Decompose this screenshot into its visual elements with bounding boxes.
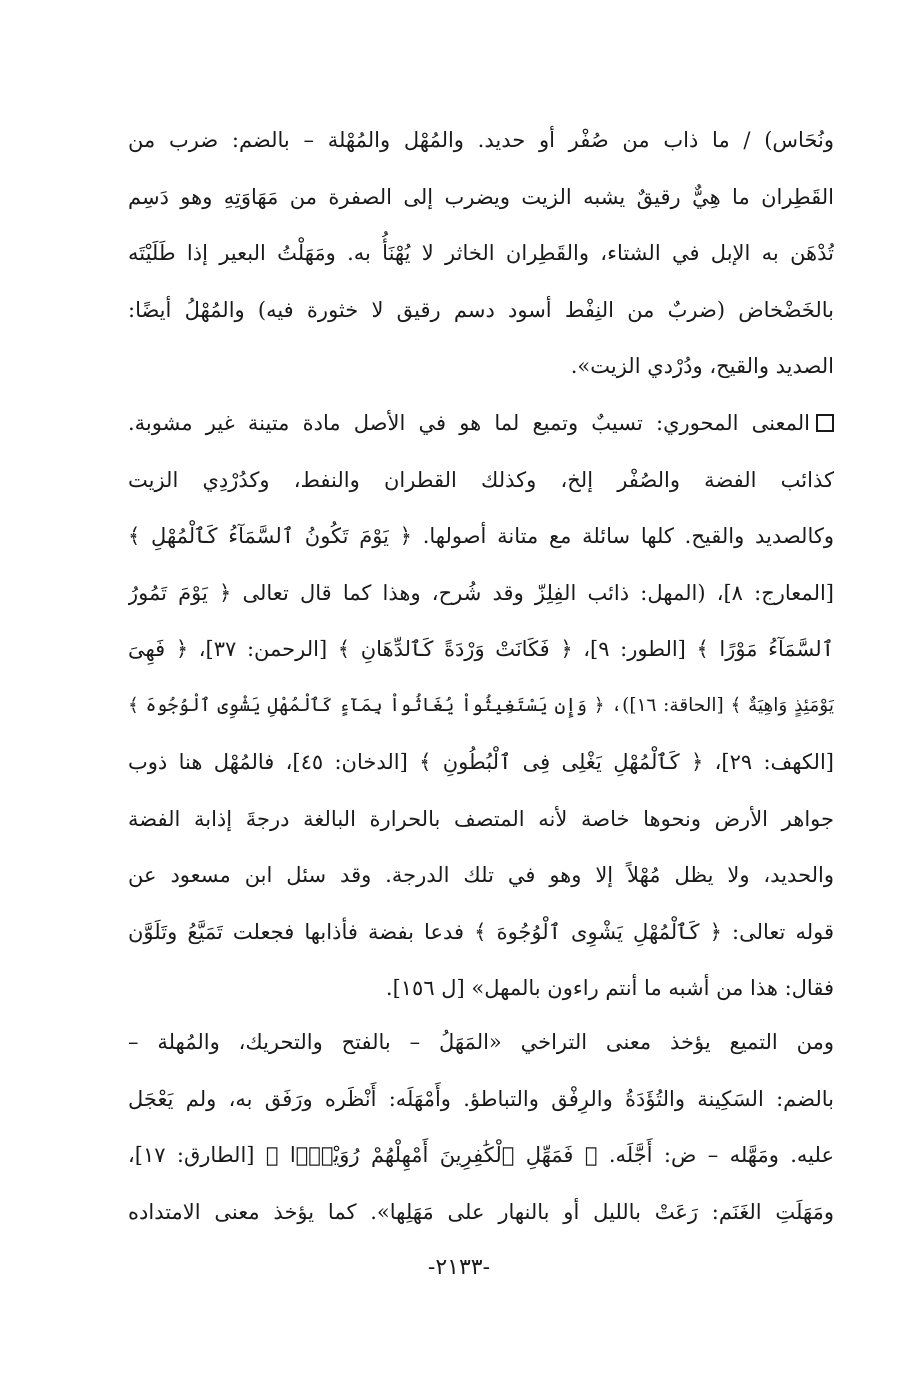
paragraph-core-meaning (128, 395, 834, 1017)
square-bullet-icon (816, 414, 834, 432)
text-line: بالخَضْخاض (ضربٌ من النِفْط أسود دسم رقيق لا خثورة فيه) والمُهْلُ أيضًا: (128, 297, 834, 322)
text-line: [الكهف: ٢٩]، ﴿ كَٱلْمُهْلِ يَغْلِى فِى ٱلْبُطُونِ ﴾ [الدخان: ٤٥]، فالمُهْل هنا ذوب (128, 750, 834, 774)
text-line: يَوْمَئِذٍ وَاهِيَةٌ ﴾ [الحاقة: ١٦])، ﴿ وَإِن يَسْتَغِيثُواْ يُغَاثُواْ بِمَآءٍ كَٱلْمُهْلِ يَشْوِى ٱلْوُجُوهَ ﴾ (128, 694, 834, 716)
paragraph-definition (128, 112, 834, 395)
text-line: قوله تعالى: ﴿ كَٱلْمُهْلِ يَشْوِى ٱلْوُجُوهَ ﴾ فدعا بفضة فأذابها فجعلت تَمَيَّعُ وتَلَوَّن (128, 919, 834, 944)
text-line: ٱلسَّمَآءُ مَوْرًا ﴾ [الطور: ٩]، ﴿ فَكَانَتْ وَرْدَةً كَٱلدِّهَانِ ﴾ [الرحمن: ٣٧]، ﴿ فَهِىَ (128, 637, 834, 661)
text-line: الصديد والقيح، ودُرْدي الزيت». (570, 354, 834, 378)
text-line: عليه. ومَهَّله – ض: أَجَّلَه. ﴿ فَمَهِّلِ ٱلْكَٰفِرِينَ أَمْهِلْهُمْ رُوَيْدًۢا ﴾ [الطارق: ١٧]، (128, 1143, 834, 1167)
text-line: ومَهَلَتِ الغَنَم: رَعَتْ بالليل أو بالنهار على مَهَلِها». كما يؤخذ معنى الامتداده (128, 1199, 834, 1224)
text-line: القَطِران ما هِيٌّ رقيقٌ يشبه الزيت ويضرب إلى الصفرة من مَهَاوَتِهِ وهو دَسِم (128, 184, 834, 209)
text-line-with-marker (128, 395, 834, 452)
page-number: -٢١٣٣- (427, 1255, 491, 1280)
text-line: تُدْهَن به الإبل في الشتاء، والقَطِران الخاثر لا يُهْنَأُ به. ومَهَلْتُ البعير إذا طَلَيْتَه (128, 241, 834, 265)
text-line: فقال: هذا من أشبه ما أنتم راءون بالمهل» [ل ١٥٦]. (385, 976, 834, 1000)
text-line: والحديد، ولا يظل مُهْلاً إلا وهو في تلك الدرجة. وقد سئل ابن مسعود عن (128, 863, 834, 887)
text-line: المعنى المحوري: تسيبٌ وتميع لما هو في الأصل مادة متينة غير مشوبة. (128, 411, 810, 435)
text-line: [المعارج: ٨]، (المهل: ذائب الفِلِزّ وقد شُرح، وهذا كما قال تعالى ﴿ يَوْمَ تَمُورُ (128, 580, 834, 605)
text-line: ونُحَاس) / ما ذاب من صُفْر أو حديد. والمُهْل والمُهْلة – بالضم: ضرب من (128, 128, 834, 152)
text-line: ومن التميع يؤخذ معنى التراخي «المَهَلُ – بالفتح والتحريك، والمُهلة – (128, 1030, 834, 1054)
paragraph-delay-meaning (128, 1014, 834, 1240)
text-line: وكالصديد والقيح. كلها سائلة مع متانة أصولها. ﴿ يَوْمَ تَكُونُ ٱلسَّمَآءُ كَٱلْمُهْلِ ﴾ (128, 524, 834, 548)
text-line: بالضم: السَكِينة والتُؤَدَةُ والرِفْق والتباطؤ. وأَمْهَلَه: أَنْظَره ورَفَق به، ولم يَعْجَل (128, 1086, 834, 1111)
text-line: جواهر الأرض ونحوها خاصة لأنه المتصف بالحرارة البالغة درجةَ إذابة الفضة (128, 806, 834, 831)
text-line: كذائب الفضة والصُفْر إلخ، وكذلك القطران والنفط، وكدُرْدِي الزيت (128, 467, 834, 492)
